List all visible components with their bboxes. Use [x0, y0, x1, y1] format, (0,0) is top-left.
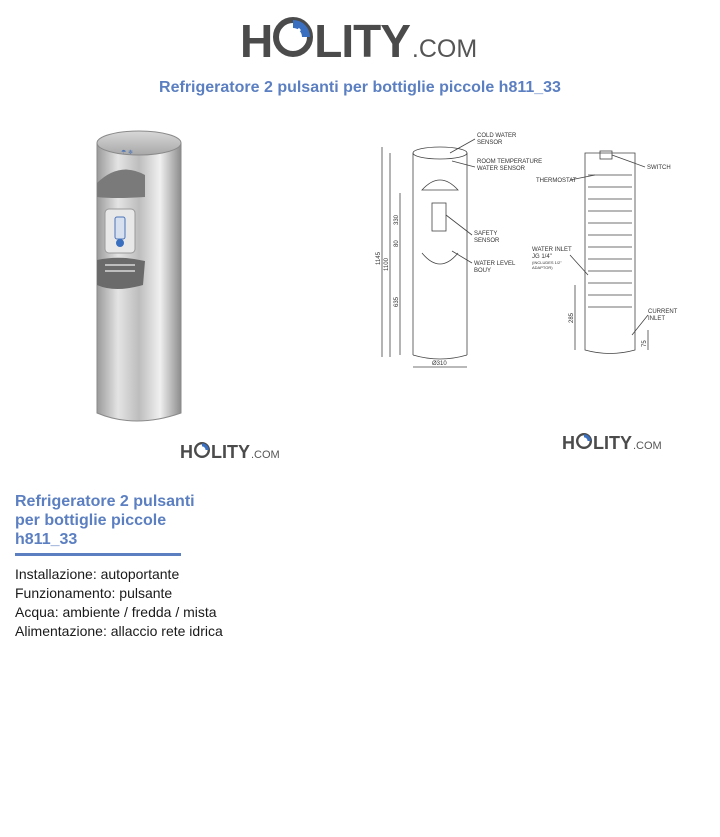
- label-water-level-bouy: WATER LEVEL BOUY: [474, 261, 516, 274]
- logo-letter-h: H: [240, 15, 273, 67]
- dim-285: 285: [569, 312, 575, 323]
- logo-globe-icon: [194, 442, 210, 458]
- brand-logo[interactable]: [240, 14, 477, 68]
- product-title: [15, 492, 215, 549]
- spec-alimentazione: Alimentazione: allaccio rete idrica: [15, 623, 223, 639]
- label-thermostat: THERMOSTAT: [536, 178, 577, 184]
- dim-1145: 1145: [376, 252, 382, 265]
- dim-75: 75: [642, 340, 648, 347]
- product-title-line: Refrigeratore 2 pulsanti: [15, 493, 195, 510]
- spec-funzionamento: Funzionamento: pulsante: [15, 585, 173, 601]
- label-water-inlet: WATER INLET JG 1/4" (INCLUDES 1/2" ADAPTOR): [532, 247, 572, 270]
- page-title: Refrigeratore 2 pulsanti per bottiglie piccole h811_33: [159, 79, 561, 96]
- dim-330: 330: [394, 214, 400, 225]
- dim-1100: 1100: [384, 258, 390, 271]
- product-photo: [85, 125, 195, 430]
- label-room-temperature-sensor: ROOM TEMPERATURE WATER SENSOR: [477, 159, 543, 172]
- logo-letters-lity: LITY: [211, 442, 250, 462]
- product-title-line: per bottiglie piccole: [15, 512, 167, 529]
- technical-drawing: [360, 125, 690, 375]
- dim-635: 635: [394, 296, 400, 307]
- product-title-line: h811_33: [15, 531, 78, 548]
- logo-letters-lity: LITY: [314, 15, 410, 67]
- spec-installazione: Installazione: autoportante: [15, 566, 180, 582]
- spec-acqua: Acqua: ambiente / fredda / mista: [15, 604, 217, 620]
- label-safety-sensor: SAFETY SENSOR: [474, 231, 500, 244]
- logo-letter-h: H: [562, 433, 575, 453]
- logo-letters-lity: LITY: [593, 433, 632, 453]
- dim-80: 80: [394, 240, 400, 247]
- label-cold-water-sensor: COLD WATER SENSOR: [477, 133, 517, 146]
- logo-tld: .COM: [633, 440, 662, 452]
- label-switch: SWITCH: [647, 165, 671, 171]
- label-current-inlet: CURRENT INLET: [648, 309, 678, 322]
- spec-list: [15, 565, 223, 641]
- brand-logo-small: [180, 442, 280, 463]
- brand-logo-small: [562, 433, 662, 454]
- title-underline: [15, 553, 181, 556]
- svg-text:☂ ❄: ☂ ❄: [121, 150, 134, 156]
- logo-tld: .COM: [251, 449, 280, 461]
- logo-globe-icon: [576, 433, 592, 449]
- dim-310: Ø310: [432, 361, 447, 367]
- logo-letter-h: H: [180, 442, 193, 462]
- logo-globe-icon: [273, 17, 313, 57]
- logo-tld: .COM: [411, 35, 478, 63]
